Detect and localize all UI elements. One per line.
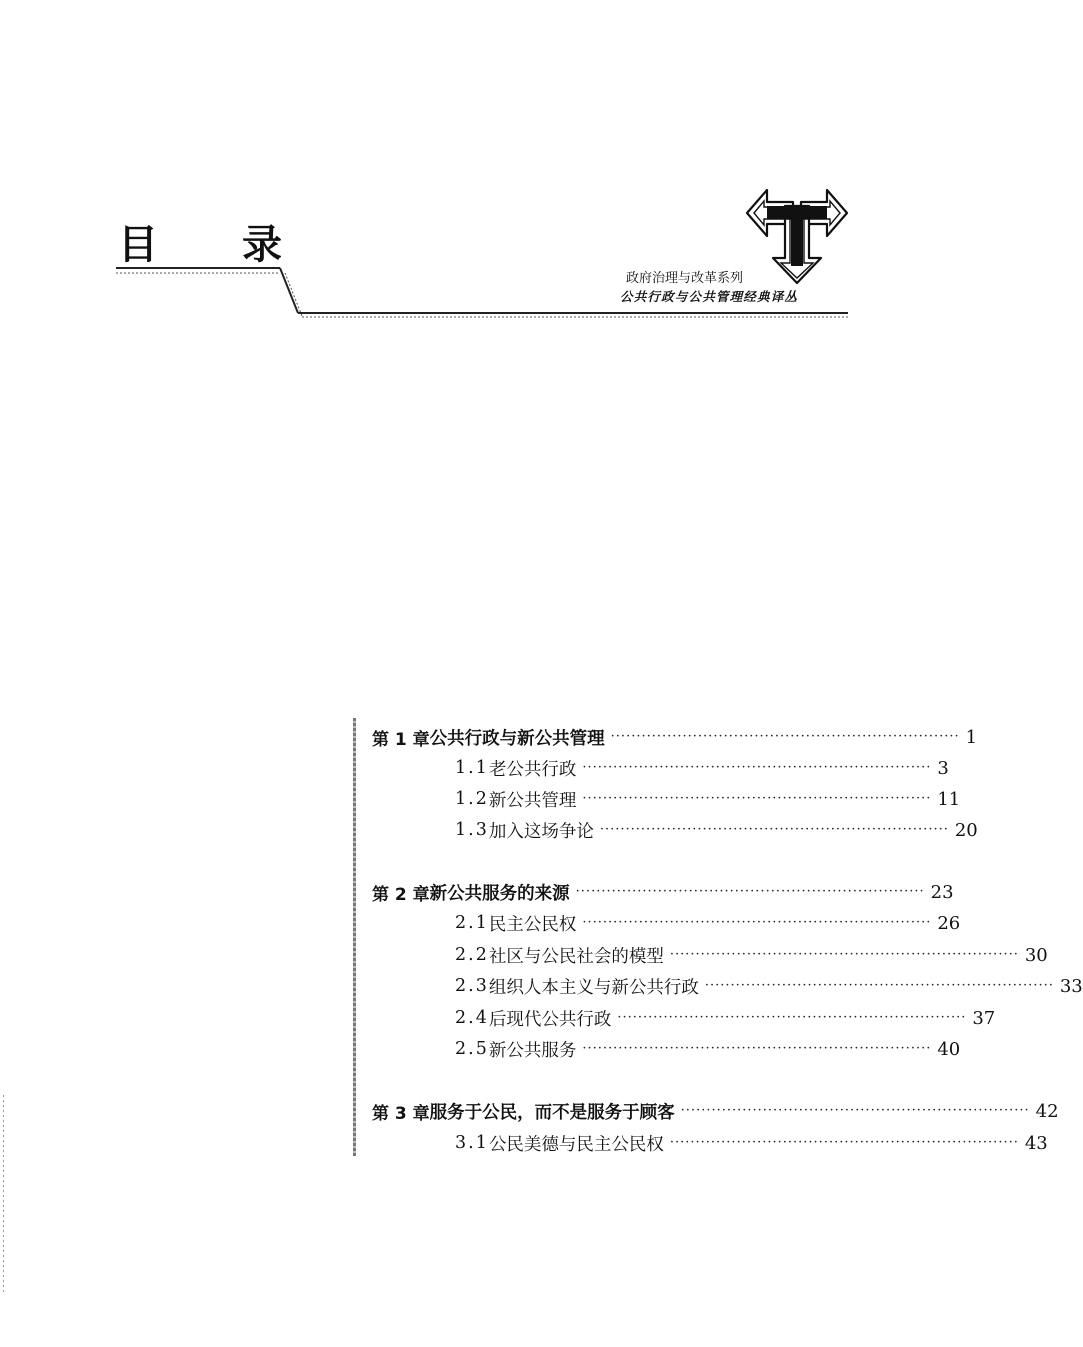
series-subtitle: 公共行政与公共管理经典译丛 bbox=[620, 289, 799, 304]
page-number: 37 bbox=[972, 1007, 996, 1029]
toc-section-2-5[interactable] bbox=[372, 1034, 961, 1064]
section-number: 2.2 bbox=[455, 945, 489, 965]
toc-section-2-4[interactable] bbox=[372, 1003, 996, 1033]
page-title-char-1: 目 bbox=[118, 222, 158, 268]
leader-dots: ···································································· bbox=[617, 1010, 967, 1025]
section-title: 新公共服务 bbox=[488, 1040, 577, 1061]
page-title-char-2: 录 bbox=[242, 222, 282, 268]
section-number: 2.5 bbox=[455, 1039, 489, 1059]
page-number: 40 bbox=[937, 1038, 961, 1060]
section-number: 2.3 bbox=[455, 976, 489, 996]
section-number: 1.2 bbox=[455, 789, 489, 809]
toc-section-1-2[interactable] bbox=[372, 784, 961, 814]
section-title: 新公共管理 bbox=[488, 790, 577, 811]
toc-border bbox=[353, 718, 356, 1156]
page-number: 1 bbox=[965, 726, 978, 748]
page-number: 3 bbox=[937, 757, 949, 779]
page-number: 26 bbox=[937, 912, 961, 934]
series-name: 政府治理与改革系列 bbox=[626, 271, 744, 286]
leader-dots: ···································································· bbox=[680, 1103, 1030, 1118]
page-number: 11 bbox=[937, 788, 961, 810]
leader-dots: ···································································· bbox=[582, 1041, 932, 1056]
page-number: 30 bbox=[1024, 944, 1048, 966]
section-title: 后现代公共行政 bbox=[488, 1009, 612, 1030]
section-title: 加入这场争论 bbox=[488, 821, 594, 842]
section-title: 组织人本主义与新公共行政 bbox=[488, 977, 699, 998]
section-number: 3.1 bbox=[455, 1133, 489, 1153]
chapter-title: 公共行政与新公共管理 bbox=[429, 728, 605, 749]
section-title: 社区与公民社会的模型 bbox=[488, 946, 664, 967]
leader-dots: ···································································· bbox=[599, 822, 949, 837]
t-arrows-logo-icon bbox=[745, 186, 849, 286]
chapter-number: 第 3 章 bbox=[372, 1103, 430, 1124]
toc-chapter-3[interactable] bbox=[372, 1096, 1059, 1126]
toc-section-2-3[interactable] bbox=[372, 971, 1083, 1001]
section-title: 老公共行政 bbox=[488, 759, 577, 780]
leader-dots: ···································································· bbox=[575, 884, 925, 899]
section-number: 2.1 bbox=[455, 913, 489, 933]
section-number: 1.1 bbox=[455, 758, 489, 778]
page-number: 43 bbox=[1024, 1132, 1048, 1154]
toc-section-1-3[interactable] bbox=[372, 815, 978, 845]
toc-section-1-1[interactable] bbox=[372, 753, 949, 783]
section-title: 公民美德与民主公民权 bbox=[488, 1134, 664, 1155]
toc-section-3-1[interactable] bbox=[372, 1128, 1048, 1158]
leader-dots: ···································································· bbox=[669, 1135, 1019, 1150]
page-number: 33 bbox=[1059, 975, 1083, 997]
leader-dots: ···································································· bbox=[582, 791, 932, 806]
chapter-number: 第 2 章 bbox=[372, 884, 430, 905]
toc-section-2-1[interactable] bbox=[372, 908, 961, 938]
leader-dots: ···································································· bbox=[610, 729, 960, 744]
leader-dots: ···································································· bbox=[582, 915, 932, 930]
page-number: 20 bbox=[954, 819, 978, 841]
page-number: 42 bbox=[1035, 1100, 1059, 1122]
leader-dots: ···································································· bbox=[582, 760, 932, 775]
leader-dots: ···································································· bbox=[669, 947, 1019, 962]
section-number: 2.4 bbox=[455, 1008, 489, 1028]
toc-chapter-1[interactable] bbox=[372, 722, 978, 752]
chapter-title: 新公共服务的来源 bbox=[429, 883, 570, 904]
section-number: 1.3 bbox=[455, 820, 489, 840]
leader-dots: ···································································· bbox=[704, 978, 1054, 993]
toc-chapter-2[interactable] bbox=[372, 877, 954, 907]
chapter-number: 第 1 章 bbox=[372, 729, 430, 750]
page-number: 23 bbox=[930, 881, 954, 903]
page-edge-mark bbox=[3, 1095, 4, 1295]
section-title: 民主公民权 bbox=[488, 914, 577, 935]
toc-section-2-2[interactable] bbox=[372, 940, 1048, 970]
chapter-title: 服务于公民，而不是服务于顾客 bbox=[429, 1102, 675, 1123]
